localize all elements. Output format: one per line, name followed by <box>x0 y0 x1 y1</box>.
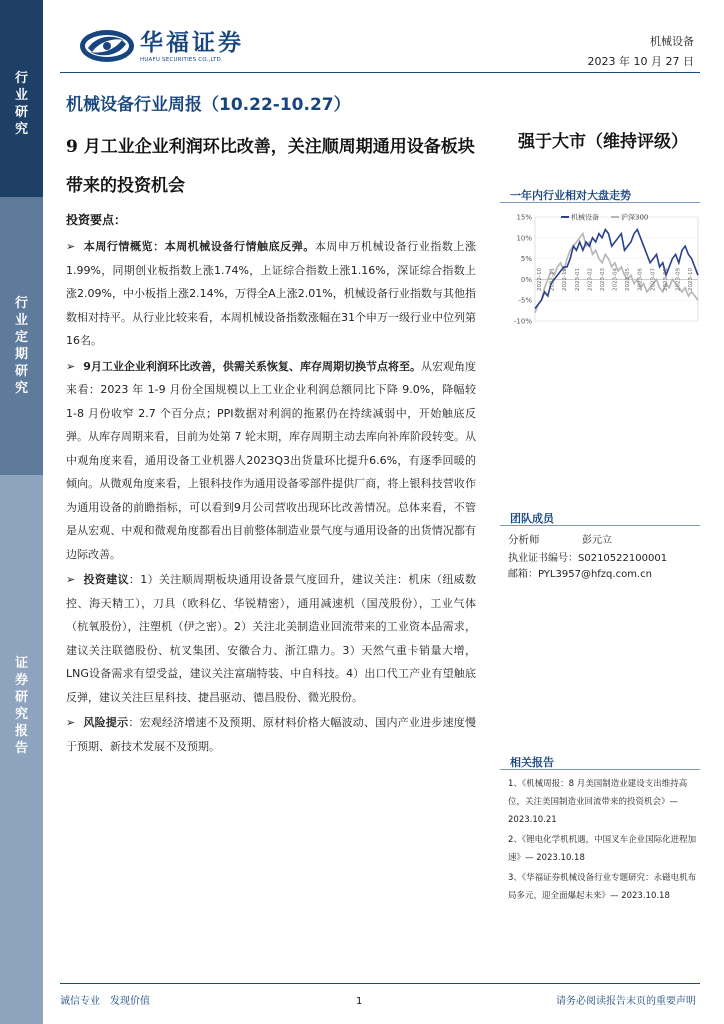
brand-name: 华福证券 <box>140 29 244 56</box>
footer-disclaimer: 请务必阅读报告末页的重要声明 <box>556 996 696 1007</box>
chart-x-tick-label: 2023-10 <box>688 268 694 291</box>
bullet-arrow-icon: ➢ <box>66 716 76 729</box>
chart-x-tick-label: 2023-06 <box>637 268 644 291</box>
footer-slogan: 诚信专业 发现价值 <box>60 996 150 1007</box>
sidebar-label: 行业研究 <box>14 71 28 137</box>
footer-divider <box>60 983 700 984</box>
left-sidebar <box>0 0 43 1024</box>
investment-body <box>66 235 476 760</box>
paragraph-text: ：1）关注顺周期板块通用设备景气度回升，建议关注：机床（纽威数控、海天精工），刀具（欧科亿、华锐精密），通用减速机（国茂股份），工业气体（杭氧股份），注塑机（伊之密）。2）关注北美制造业回流带来的工业资本品需求，建议关注联德股份、杭叉集团、安徽合力、浙江鼎力。3）天然气重卡销量大增，LNG设备需求有望受益，建议关注富瑞特装、中自科技。4）出口代工产业有望触底反弹，建议关注巨星科技、捷昌驱动、德昌股份、微光股份。 <box>66 573 477 704</box>
relative-trend-chart <box>503 207 703 327</box>
analyst-name: 彭元立 <box>582 535 612 546</box>
related-report-item[interactable]: 1、《机械周报：8 月美国制造业建设支出维持高位，关注美国制造业回流带来的投资机会》— 2023.10.21 <box>508 779 688 825</box>
paragraph-lead: 风险提示 <box>83 716 129 729</box>
chart-section-divider <box>500 202 700 203</box>
chart-x-tick-label: 2023-05 <box>625 268 632 291</box>
paragraph-text: 本周申万机械设备行业指数上涨1.99%，同期创业板指数上涨1.74%，上证综合指数上涨1.16%，深证综合指数上涨2.09%，中小板指上涨2.14%，万得全A上涨2.01%，机械设备行业指数与其他指数相对持平。从行业比较来看，本周机械设备指数涨幅在31个申万一级行业中位列第16名。 <box>66 240 477 347</box>
bullet-arrow-icon: ➢ <box>66 359 76 373</box>
sidebar-segment-securities-report <box>0 475 43 1024</box>
paragraph-risk <box>66 711 476 758</box>
sidebar-label: 行业定期研究 <box>14 296 28 396</box>
paragraph-investment-advice <box>66 568 476 709</box>
chart-y-tick-label: 10% <box>516 234 532 243</box>
chart-y-tick-label: -10% <box>513 317 532 326</box>
huafu-logo-icon <box>78 28 136 64</box>
sidebar-label: 证券研究报告 <box>14 656 28 756</box>
bullet-arrow-icon: ➢ <box>66 240 76 253</box>
chart-y-tick-label: -5% <box>518 296 532 305</box>
chart-x-tick-label: 2023-01 <box>574 268 581 291</box>
team-members <box>508 530 667 583</box>
header-divider <box>60 72 700 73</box>
chart-y-tick-label: 5% <box>520 255 532 264</box>
company-logo <box>78 28 244 64</box>
related-section-divider <box>500 769 700 770</box>
chart-x-tick-label: 2023-04 <box>612 268 619 291</box>
chart-x-tick-label: 2022-12 <box>562 268 569 291</box>
chart-x-tick-label: 2023-03 <box>599 268 606 291</box>
rating: 强于大市（维持评级） <box>518 132 688 152</box>
sidebar-segment-industry-research <box>0 0 43 197</box>
chart-x-tick-label: 2023-07 <box>650 268 657 291</box>
team-section-title: 团队成员 <box>510 512 554 525</box>
related-reports <box>508 775 700 907</box>
analyst-license: 执业证书编号：S0210522100001 <box>508 553 668 564</box>
brand-name-en: HUAFU SECURITIES CO.,LTD. <box>140 56 223 63</box>
header-industry: 机械设备 <box>650 35 694 48</box>
chart-x-tick-label: 2023-09 <box>675 268 682 291</box>
paragraph-text: 从宏观角度来看：2023 年 1-9 月份全国规模以上工业企业利润总额同比下降 9.0%，降幅较 1-8 月份收窄 2.7 个百分点；PPI数据对利润的拖累仍在持续减弱中，开始触底反弹。从库存周期来看，目前为处第 7 轮末期，库存周期主动去库向补库阶段转变。从中观角度来看，通用设备工业机器人2023Q3出货量环比提升6.6%，有逐季回暖的倾向。从微观角度来看，上银科技作为通用设备零部件提供厂商，将上银科技营收作为通用设备的前瞻指标，可以看到9月公司营收出现环比改善情况。总体来看，不管是从宏观、中观和微观角度都看出目前整体制造业景气度与通用设备的出货情况都有边际改善。 <box>66 359 476 561</box>
paragraph-profit-improve <box>66 355 476 567</box>
paragraph-text: ：宏观经济增速不及预期、原材料价格大幅波动、国内产业进步速度慢于预期、新技术发展不及预期。 <box>66 716 477 753</box>
paragraph-market-overview <box>66 235 476 353</box>
chart-x-tick-label: 2022-10 <box>537 268 543 291</box>
related-report-item[interactable]: 3、《华福证券机械设备行业专题研究：永磁电机布局多元，迎全面爆起未来》— 2023.10.18 <box>508 873 697 901</box>
page-number: 1 <box>356 996 363 1007</box>
report-headline: 9 月工业企业利润环比改善，关注顺周期通用设备板块带来的投资机会 <box>66 137 475 196</box>
chart-x-tick-label: 2023-08 <box>662 268 669 291</box>
chart-x-tick-label: 2022-11 <box>549 268 556 291</box>
team-section-divider <box>500 525 700 526</box>
analyst-role: 分析师 <box>508 534 540 546</box>
chart-y-tick-label: 15% <box>516 213 532 222</box>
chart-x-tick-label: 2023-02 <box>587 268 594 291</box>
related-section-title: 相关报告 <box>510 756 554 769</box>
paragraph-lead: 本周行情概览：本周机械设备行情触底反弹。 <box>83 240 315 253</box>
paragraph-lead: 投资建议 <box>83 573 129 586</box>
report-title: 机械设备行业周报（10.22-10.27） <box>66 95 351 115</box>
sidebar-segment-periodic-research <box>0 197 43 475</box>
chart-section-title: 一年内行业相对大盘走势 <box>510 189 631 202</box>
paragraph-lead: 9月工业企业利润环比改善，供需关系恢复、库存周期切换节点将至。 <box>83 359 421 373</box>
legend-label: 沪深300 <box>621 213 649 222</box>
legend-label: 机械设备 <box>571 213 599 222</box>
related-report-item[interactable]: 2、《锂电化学机机遇，中国叉车企业国际化进程加速》— 2023.10.18 <box>508 835 697 863</box>
header-date: 2023 年 10 月 27 日 <box>587 55 694 68</box>
chart-y-tick-label: 0% <box>520 275 532 284</box>
investment-heading: 投资要点： <box>66 213 127 227</box>
bullet-arrow-icon: ➢ <box>66 573 76 586</box>
analyst-email: 邮箱：PYL3957@hfzq.com.cn <box>508 569 652 580</box>
